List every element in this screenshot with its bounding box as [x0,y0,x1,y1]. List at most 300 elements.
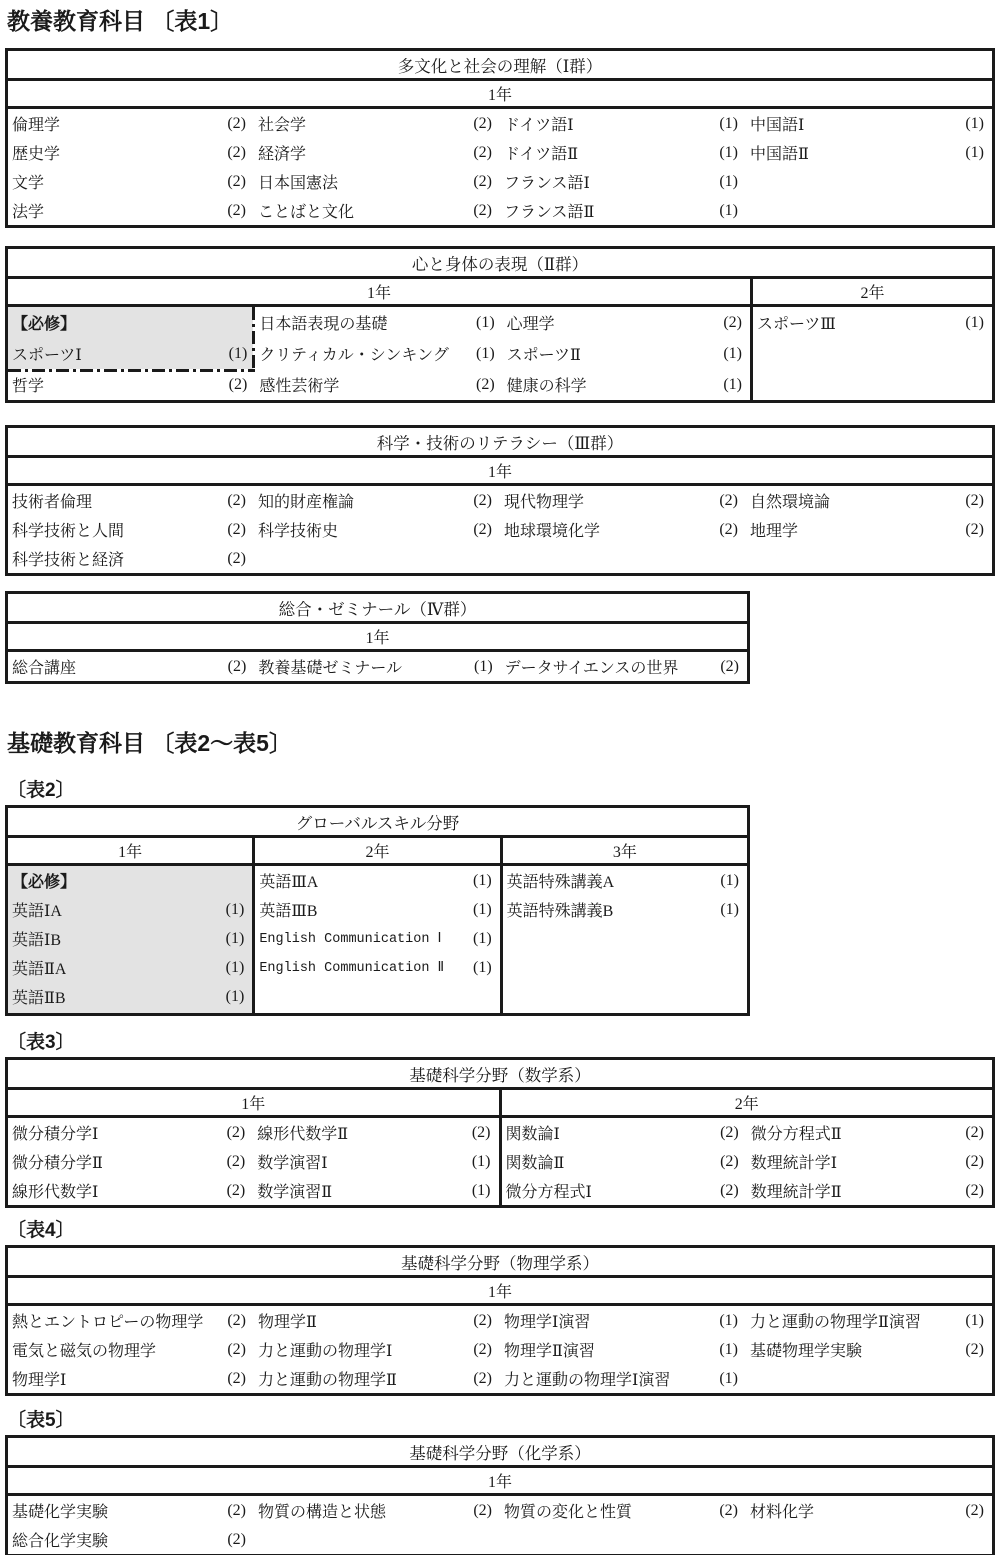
course-credit: (2) [473,1340,492,1358]
course-cell [254,515,500,544]
course-name: 知的財産権論 [258,494,355,511]
year1-column-required [8,866,252,1013]
course-name: 総合化学実験 [12,1533,109,1550]
course-name: 関数論Ⅱ [505,1155,565,1172]
course-credit: (1) [719,114,738,132]
course-name: フランス語Ⅱ [504,204,595,221]
year-header-row [8,279,992,307]
course-name: 微分方程式Ⅱ [750,1126,842,1143]
year-header-3 [500,838,747,863]
course-name: 教養基礎ゼミナール [258,660,403,677]
table3-label: 〔表3〕 [7,1032,75,1053]
course-cell [254,167,500,196]
course-cell [500,486,746,515]
course-name: クリティカル・シンキング [259,347,449,364]
course-cell [746,138,992,167]
course-credit: (1) [225,900,245,918]
course-name: 文学 [12,175,45,192]
course-cell [255,895,499,924]
course-cell [254,109,500,138]
year-label: 1年 [118,844,143,861]
course-name: スポーツⅡ [506,347,581,364]
course-cell [254,196,500,225]
course-name: ことばと文化 [258,204,355,221]
course-name: 数理統計学Ⅰ [750,1155,838,1172]
course-cell [8,895,252,924]
table-title-text: 多文化と社会の理解（Ⅰ群） [397,56,603,76]
course-cell [500,138,746,167]
course-credit: (1) [474,657,493,675]
course-cell [8,1147,253,1176]
course-name: 健康の科学 [506,378,587,395]
course-credit: (1) [720,900,739,918]
course-cell [8,196,254,225]
year-label: 1年 [487,87,512,104]
course-name: 総合講座 [12,660,77,677]
course-name: 微分積分学Ⅰ [12,1126,99,1143]
course-cell [753,307,992,338]
year-label: 1年 [487,464,512,481]
course-credit: (1) [473,871,492,889]
course-cell [254,1335,500,1364]
course-credit: (1) [719,201,738,219]
year-header [8,624,747,652]
course-credit: (1) [965,313,984,331]
course-credit: (1) [471,1181,491,1199]
course-cell [746,1496,992,1525]
year-header-2 [750,279,992,304]
table-title-text: 基礎科学分野（数学系） [409,1065,591,1085]
course-cell [8,369,255,400]
course-cell [8,1525,254,1554]
course-cell [746,109,992,138]
course-cell [500,109,746,138]
course-name: 力と運動の物理学Ⅱ [258,1372,397,1389]
course-name: 感性芸術学 [259,378,340,395]
course-name: 基礎化学実験 [12,1504,109,1521]
course-credit: (1) [720,871,739,889]
course-body [8,1306,992,1393]
course-name: English Communication Ⅰ [259,932,442,947]
course-name: 倫理学 [12,117,61,134]
table-title [8,1438,992,1468]
course-credit: (2) [965,1340,984,1358]
course-credit: (1) [228,344,248,362]
course-cell [500,1306,746,1335]
course-credit: (2) [719,520,738,538]
year-label: 1年 [487,1284,512,1301]
table-title-text: 基礎科学分野（化学系） [409,1443,591,1463]
course-name: 技術者倫理 [12,494,93,511]
course-cell-empty [746,544,992,573]
course-credit: (2) [473,172,492,190]
course-cell [746,1335,992,1364]
course-name: 英語特殊講義A [506,874,615,891]
course-credit: (1) [965,1311,984,1329]
required-label: 【必修】 [12,874,77,891]
course-cell [8,1176,253,1205]
year-label: 2年 [734,1096,759,1113]
course-credit: (2) [719,491,738,509]
course-cell [8,1335,254,1364]
course-credit: (1) [965,143,984,161]
course-credit: (2) [227,549,246,567]
required-label-cell [8,307,255,338]
course-name: 線形代数学Ⅰ [12,1184,99,1201]
course-name: 力と運動の物理学Ⅰ [258,1343,393,1360]
course-credit: (2) [723,313,742,331]
table2-global-skill [5,805,750,1016]
course-cell [8,338,255,369]
year-header-2 [499,1090,993,1115]
course-name: 日本語表現の基礎 [259,316,388,333]
required-label-cell [8,866,252,895]
year2-body [499,1118,993,1205]
course-credit: (1) [225,987,245,1005]
course-cell [503,369,750,400]
course-credit: (1) [473,958,492,976]
course-credit: (2) [227,1340,246,1358]
table4-label: 〔表4〕 [7,1220,75,1241]
course-name: 関数論Ⅰ [505,1126,560,1143]
course-name: 電気と磁気の物理学 [12,1343,157,1360]
table5-label: 〔表5〕 [7,1410,75,1431]
year2-column [252,866,499,1013]
course-credit: (2) [473,201,492,219]
course-credit: (2) [227,143,246,161]
course-cell [503,307,750,338]
course-cell-empty [746,1525,992,1554]
course-cell [8,109,254,138]
year-header [8,1278,992,1306]
course-cell-empty [254,1525,500,1554]
course-credit: (1) [473,929,492,947]
course-credit: (2) [228,375,248,393]
course-credit: (2) [227,1530,246,1548]
table-title [8,1060,992,1090]
course-name: 微分積分学Ⅱ [12,1155,103,1172]
year-label: 3年 [612,844,637,861]
course-body [8,307,992,400]
course-cell [8,515,254,544]
course-cell [500,515,746,544]
course-cell [8,486,254,515]
course-body [8,652,747,681]
course-cell [503,895,747,924]
course-cell [747,1147,992,1176]
course-name: 中国語Ⅰ [750,117,805,134]
course-cell [8,1364,254,1393]
course-name: データサイエンスの世界 [504,660,679,677]
course-credit: (2) [473,491,492,509]
course-name: 物質の構造と状態 [258,1504,387,1521]
course-credit: (1) [723,344,742,362]
year-header-1 [8,838,252,863]
course-cell [255,953,499,982]
course-credit: (2) [473,1501,492,1519]
year-header-1 [8,279,750,304]
year-label: 2年 [365,844,390,861]
course-credit: (2) [720,1152,739,1170]
year-label: 1年 [487,1474,512,1491]
table-group3-science-literacy [5,425,995,576]
year-header-1 [8,1090,499,1115]
table-group2-mind-body [5,246,995,403]
course-name: 歴史学 [12,146,61,163]
course-name: 物質の変化と性質 [504,1504,633,1521]
course-cell [746,1306,992,1335]
course-cell [503,866,747,895]
course-cell [502,1118,747,1147]
course-cell [254,1364,500,1393]
course-cell [255,924,499,953]
course-credit: (2) [227,201,246,219]
table-title-text: グローバルスキル分野 [295,813,460,833]
course-name: 力と運動の物理学Ⅱ演習 [750,1314,921,1331]
course-credit: (2) [965,1152,984,1170]
course-body [8,109,992,225]
course-name: 科学技術と経済 [12,552,125,569]
course-name: スポーツⅢ [757,316,836,333]
course-cell [254,1496,500,1525]
table-title [8,594,747,624]
course-credit: (2) [227,172,246,190]
course-name: スポーツⅠ [12,347,82,364]
course-credit: (2) [227,1311,246,1329]
course-name: 数学演習Ⅰ [257,1155,328,1172]
course-credit: (2) [227,1501,246,1519]
course-cell [254,138,500,167]
year-header [8,1468,992,1496]
course-cell [500,167,746,196]
table-title [8,249,992,279]
course-name: 力と運動の物理学Ⅰ演習 [504,1372,671,1389]
course-credit: (2) [473,1311,492,1329]
course-cell [8,1496,254,1525]
course-credit: (2) [965,520,984,538]
year-header-row [8,838,747,866]
course-credit: (2) [226,1123,246,1141]
course-credit: (1) [719,172,738,190]
course-credit: (1) [476,313,495,331]
course-cell [502,1176,747,1205]
course-body [8,1118,992,1205]
course-credit: (2) [965,1123,984,1141]
course-credit: (1) [473,900,492,918]
course-cell-empty [746,196,992,225]
course-cell [500,196,746,225]
table-title-text: 心と身体の表現（Ⅱ群） [411,254,589,274]
course-credit: (2) [227,520,246,538]
course-name: 経済学 [258,146,307,163]
course-name: ドイツ語Ⅰ [504,117,574,134]
table-title-text: 総合・ゼミナール（Ⅳ群） [278,599,477,619]
course-credit: (2) [720,1123,739,1141]
course-credit: (2) [473,1369,492,1387]
course-name: English Communication Ⅱ [259,961,445,976]
table-title [8,428,992,458]
course-cell-empty [254,544,500,573]
table-title [8,808,747,838]
required-label: 【必修】 [12,316,77,333]
course-name: 現代物理学 [504,494,585,511]
course-cell [255,338,502,369]
table-title-text: 科学・技術のリテラシー（Ⅲ群） [376,433,624,453]
course-name: 科学技術と人間 [12,523,125,540]
course-cell [8,1118,253,1147]
course-cell [501,652,747,681]
course-credit: (1) [719,1369,738,1387]
course-credit: (2) [965,491,984,509]
course-name: ドイツ語Ⅱ [504,146,579,163]
course-name: 英語ⅡB [12,990,66,1007]
course-credit: (1) [225,958,245,976]
course-name: 心理学 [506,316,555,333]
course-credit: (1) [471,1152,491,1170]
course-name: 英語ⅢB [259,903,318,920]
section-heading-basic-education: 基礎教育科目 〔表2～表5〕 [7,730,292,756]
course-credit: (2) [227,114,246,132]
course-cell-empty [746,167,992,196]
course-credit: (2) [227,1369,246,1387]
table3-math [5,1057,995,1208]
table-title-text: 基礎科学分野（物理学系） [401,1253,599,1273]
course-cell [254,486,500,515]
course-cell [8,1306,254,1335]
year-label: 1年 [365,630,390,647]
course-cell-empty [746,1364,992,1393]
course-name: 法学 [12,204,45,221]
course-credit: (2) [226,1181,246,1199]
table-group1-multiculture [5,48,995,228]
course-cell [8,652,254,681]
course-cell [500,1364,746,1393]
year-header [8,81,992,109]
table5-chemistry [5,1435,995,1555]
course-credit: (1) [965,114,984,132]
year-header-row [8,1090,992,1118]
course-credit: (2) [471,1123,491,1141]
course-credit: (2) [473,520,492,538]
course-credit: (2) [226,1152,246,1170]
course-cell [254,1306,500,1335]
course-cell [255,369,502,400]
course-credit: (2) [473,114,492,132]
course-cell [255,307,502,338]
course-cell [254,652,500,681]
course-cell [746,515,992,544]
year-header-2 [252,838,499,863]
course-credit: (2) [965,1501,984,1519]
course-name: 材料化学 [750,1504,815,1521]
course-cell-empty [500,1525,746,1554]
course-body [8,866,747,1013]
course-cell [8,982,252,1011]
section-heading-liberal-arts: 教養教育科目 〔表1〕 [7,8,234,34]
year1-body [8,1118,499,1205]
course-name: 日本国憲法 [258,175,339,192]
course-name: 英語ⅢA [259,874,319,891]
course-name: 英語ⅡA [12,961,67,978]
table-title [8,1248,992,1278]
course-name: 自然環境論 [750,494,831,511]
course-cell [747,1176,992,1205]
course-credit: (2) [720,1181,739,1199]
course-name: 物理学Ⅱ演習 [504,1343,595,1360]
year3-column [500,866,747,1013]
course-credit: (2) [719,1501,738,1519]
course-name: 社会学 [258,117,307,134]
course-credit: (1) [476,344,495,362]
course-name: 哲学 [12,378,45,395]
course-credit: (1) [225,929,245,947]
course-name: 地理学 [750,523,799,540]
course-cell [747,1118,992,1147]
course-name: 微分方程式Ⅰ [505,1184,592,1201]
course-credit: (1) [719,1340,738,1358]
table-group4-seminar [5,591,750,684]
year2-body [750,307,992,400]
course-credit: (2) [720,657,739,675]
course-cell [500,1496,746,1525]
course-name: 基礎物理学実験 [750,1343,863,1360]
course-cell [8,953,252,982]
table4-physics [5,1245,995,1396]
table2-label: 〔表2〕 [7,780,75,801]
course-credit: (1) [719,1311,738,1329]
course-name: 線形代数学Ⅱ [257,1126,349,1143]
course-cell [255,866,499,895]
course-cell [502,1147,747,1176]
course-name: フランス語Ⅰ [504,175,590,192]
course-cell [8,138,254,167]
course-cell [500,1335,746,1364]
course-credit: (2) [227,491,246,509]
course-name: 地球環境化学 [504,523,601,540]
course-credit: (2) [965,1181,984,1199]
course-body [8,1496,992,1554]
year-header [8,458,992,486]
course-credit: (1) [719,143,738,161]
year-label: 1年 [366,285,391,302]
course-name: 数理統計学Ⅱ [750,1184,842,1201]
course-name: 英語ⅠA [12,903,62,920]
course-cell [253,1118,498,1147]
course-name: 数学演習Ⅱ [257,1184,333,1201]
course-cell [253,1147,498,1176]
course-cell [8,924,252,953]
course-name: 物理学Ⅱ [258,1314,317,1331]
course-cell-empty [500,544,746,573]
course-cell [8,544,254,573]
course-name: 英語特殊講義B [506,903,614,920]
course-cell [746,486,992,515]
course-cell [8,167,254,196]
course-name: 物理学Ⅰ [12,1372,67,1389]
table-title [8,51,992,81]
year-label: 2年 [860,285,885,302]
course-cell [253,1176,498,1205]
course-credit: (2) [476,375,495,393]
course-name: 中国語Ⅱ [750,146,809,163]
course-credit: (2) [473,143,492,161]
course-name: 熱とエントロピーの物理学 [12,1314,204,1331]
year-label: 1年 [241,1096,266,1113]
course-body [8,486,992,573]
course-name: 英語ⅠB [12,932,61,949]
course-name: 物理学Ⅰ演習 [504,1314,591,1331]
course-cell [503,338,750,369]
